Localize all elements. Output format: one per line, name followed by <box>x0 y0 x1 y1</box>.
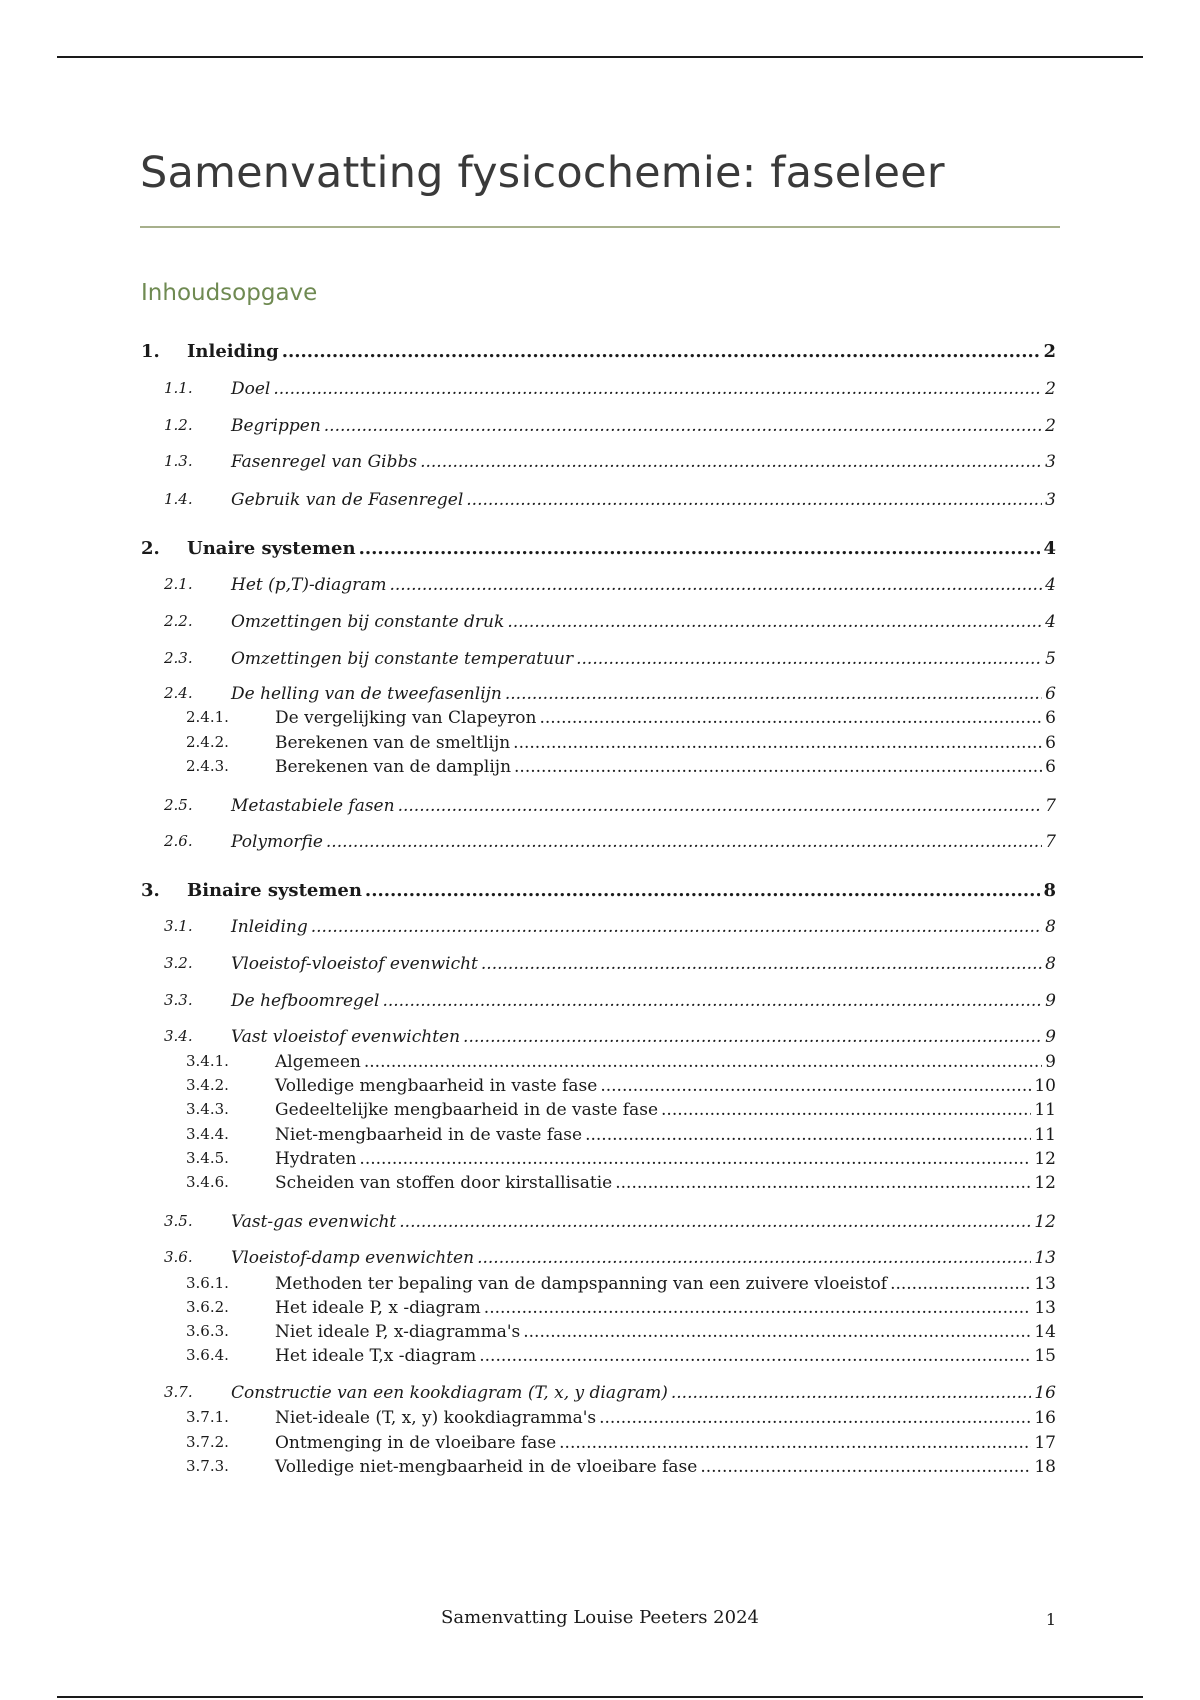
toc-entry-3-4-6[interactable] <box>186 1173 1056 1193</box>
top-rule <box>57 56 1143 58</box>
toc-entry-3-7-1[interactable] <box>186 1408 1056 1428</box>
toc-entry-3-7[interactable] <box>164 1383 1056 1403</box>
toc-title: Gedeeltelijke mengbaarheid in de vaste fase <box>275 1100 659 1120</box>
toc-page: 7 <box>1045 796 1056 816</box>
toc-page: 12 <box>1034 1149 1056 1169</box>
toc-number: 2.3. <box>164 649 193 667</box>
toc-entry-3-1[interactable] <box>164 917 1056 937</box>
toc-leader <box>661 1100 1031 1120</box>
toc-number: 3.6.2. <box>186 1298 229 1316</box>
toc-number: 1.4. <box>164 490 193 508</box>
toc-entry-2[interactable] <box>141 538 1056 559</box>
toc-leader <box>700 1457 1031 1477</box>
toc-title: Metastabiele fasen <box>231 796 395 816</box>
toc-page: 9 <box>1045 1052 1056 1072</box>
toc-leader <box>576 649 1042 669</box>
toc-page: 4 <box>1043 538 1056 559</box>
toc-page: 16 <box>1034 1383 1056 1403</box>
toc-leader <box>359 1149 1031 1169</box>
toc-title: De hefboomregel <box>231 991 380 1011</box>
toc-title: Polymorfie <box>231 832 323 852</box>
toc-title: Inleiding <box>231 917 308 937</box>
toc-title: Vast-gas evenwicht <box>231 1212 397 1232</box>
toc-page: 12 <box>1034 1173 1056 1193</box>
toc-entry-3-7-2[interactable] <box>186 1433 1056 1453</box>
toc-number: 3.7.3. <box>186 1457 229 1475</box>
toc-entry-1-4[interactable] <box>164 490 1056 510</box>
toc-title: Vast vloeistof evenwichten <box>231 1027 461 1047</box>
toc-entry-3-6-1[interactable] <box>186 1274 1056 1294</box>
toc-entry-3-4-4[interactable] <box>186 1125 1056 1145</box>
toc-number: 3.7.1. <box>186 1408 229 1426</box>
toc-title: Gebruik van de Fasenregel <box>231 490 464 510</box>
toc-title: Begrippen <box>231 416 321 436</box>
toc-leader <box>463 1027 1042 1047</box>
toc-page: 15 <box>1034 1346 1056 1366</box>
toc-number: 3.3. <box>164 991 193 1009</box>
toc-title: Het ideale T,x -diagram <box>275 1346 477 1366</box>
toc-page: 9 <box>1045 1027 1056 1047</box>
toc-entry-3-7-3[interactable] <box>186 1457 1056 1477</box>
toc-entry-1[interactable] <box>141 341 1056 362</box>
toc-number: 1.3. <box>164 452 193 470</box>
toc-title: Het (p,T)-diagram <box>231 575 387 595</box>
toc-page: 3 <box>1045 490 1056 510</box>
toc-entry-3-6[interactable] <box>164 1248 1056 1268</box>
toc-leader <box>507 612 1042 632</box>
toc-leader <box>273 379 1042 399</box>
toc-title: Doel <box>231 379 271 399</box>
toc-number: 1.2. <box>164 416 193 434</box>
toc-number: 2.6. <box>164 832 193 850</box>
toc-number: 3.4.5. <box>186 1149 229 1167</box>
toc-title: Het ideale P, x -diagram <box>275 1298 481 1318</box>
toc-page: 6 <box>1045 757 1056 777</box>
toc-title: Omzettingen bij constante temperatuur <box>231 649 574 669</box>
toc-leader <box>466 490 1042 510</box>
toc-leader <box>513 733 1042 753</box>
toc-entry-3-6-2[interactable] <box>186 1298 1056 1318</box>
toc-title: De helling van de tweefasenlijn <box>231 684 502 704</box>
page-number: 1 <box>1045 1610 1056 1629</box>
toc-entry-3-4[interactable] <box>164 1027 1056 1047</box>
toc-title: Omzettingen bij constante druk <box>231 612 505 632</box>
toc-page: 8 <box>1043 880 1056 901</box>
toc-page: 2 <box>1045 416 1056 436</box>
toc-leader <box>599 1408 1031 1428</box>
toc-leader <box>479 1346 1031 1366</box>
toc-number: 3.4.3. <box>186 1100 229 1118</box>
toc-entry-3-4-2[interactable] <box>186 1076 1056 1096</box>
toc-leader <box>326 832 1042 852</box>
toc-entry-1-3[interactable] <box>164 452 1056 472</box>
toc-heading: Inhoudsopgave <box>141 280 318 306</box>
toc-title: Niet-ideale (T, x, y) kookdiagramma's <box>275 1408 597 1428</box>
toc-entry-2-4-2[interactable] <box>186 733 1056 753</box>
toc-number: 3.7.2. <box>186 1433 229 1451</box>
toc-page: 12 <box>1034 1212 1056 1232</box>
toc-number: 3.7. <box>164 1383 193 1401</box>
toc-entry-3-2[interactable] <box>164 954 1056 974</box>
toc-number: 2.4.1. <box>186 708 229 726</box>
toc-leader <box>585 1125 1031 1145</box>
toc-number: 3.6.3. <box>186 1322 229 1340</box>
toc-number: 3. <box>141 880 160 901</box>
toc-title: Scheiden van stoffen door kirstallisatie <box>275 1173 613 1193</box>
toc-entry-1-1[interactable] <box>164 379 1056 399</box>
toc-page: 14 <box>1034 1322 1056 1342</box>
toc-title: Volledige mengbaarheid in vaste fase <box>275 1076 598 1096</box>
toc-entry-2-4-3[interactable] <box>186 757 1056 777</box>
toc-page: 16 <box>1034 1408 1056 1428</box>
toc-page: 6 <box>1045 733 1056 753</box>
toc-page: 9 <box>1045 991 1056 1011</box>
toc-title: Algemeen <box>275 1052 361 1072</box>
toc-page: 11 <box>1034 1125 1056 1145</box>
toc-page: 6 <box>1045 708 1056 728</box>
toc-number: 2. <box>141 538 160 559</box>
toc-number: 3.4.2. <box>186 1076 229 1094</box>
toc-leader <box>311 917 1042 937</box>
toc-entry-1-2[interactable] <box>164 416 1056 436</box>
toc-page: 17 <box>1034 1433 1056 1453</box>
toc-leader <box>365 880 1041 901</box>
toc-entry-3-4-3[interactable] <box>186 1100 1056 1120</box>
toc-leader <box>364 1052 1042 1072</box>
toc-number: 3.4.4. <box>186 1125 229 1143</box>
toc-number: 3.4.1. <box>186 1052 229 1070</box>
toc-page: 2 <box>1043 341 1056 362</box>
toc-page: 4 <box>1045 575 1056 595</box>
toc-page: 8 <box>1045 954 1056 974</box>
toc-number: 3.4.6. <box>186 1173 229 1191</box>
toc-title: Inleiding <box>187 341 279 362</box>
toc-entry-3-5[interactable] <box>164 1212 1056 1232</box>
toc-number: 2.1. <box>164 575 193 593</box>
toc-leader <box>324 416 1042 436</box>
toc-title: Hydraten <box>275 1149 357 1169</box>
toc-leader <box>477 1248 1031 1268</box>
toc-page: 11 <box>1034 1100 1056 1120</box>
toc-title: Niet-mengbaarheid in de vaste fase <box>275 1125 583 1145</box>
toc-entry-3[interactable] <box>141 880 1056 901</box>
toc-entry-3-6-4[interactable] <box>186 1346 1056 1366</box>
toc-leader <box>420 452 1042 472</box>
toc-leader <box>382 991 1042 1011</box>
page-footer: Samenvatting Louise Peeters 2024 <box>441 1607 759 1628</box>
toc-title: Unaire systemen <box>187 538 356 559</box>
toc-number: 1.1. <box>164 379 193 397</box>
toc-title: Ontmenging in de vloeibare fase <box>275 1433 557 1453</box>
toc-entry-3-4-1[interactable] <box>186 1052 1056 1072</box>
toc-number: 3.2. <box>164 954 193 972</box>
toc-page: 5 <box>1045 649 1056 669</box>
toc-number: 2.4.2. <box>186 733 229 751</box>
document-title: Samenvatting fysicochemie: faseleer <box>140 148 945 198</box>
toc-entry-3-6-3[interactable] <box>186 1322 1056 1342</box>
toc-leader <box>523 1322 1031 1342</box>
toc-leader <box>398 796 1043 816</box>
toc-title: Niet ideale P, x-diagramma's <box>275 1322 521 1342</box>
toc-page: 18 <box>1034 1457 1056 1477</box>
toc-entry-3-4-5[interactable] <box>186 1149 1056 1169</box>
toc-leader <box>559 1433 1031 1453</box>
toc-number: 3.6. <box>164 1248 193 1266</box>
toc-number: 3.5. <box>164 1212 193 1230</box>
toc-number: 3.6.1. <box>186 1274 229 1292</box>
toc-entry-3-3[interactable] <box>164 991 1056 1011</box>
toc-page: 13 <box>1034 1248 1056 1268</box>
toc-number: 1. <box>141 341 160 362</box>
toc-page: 6 <box>1045 684 1056 704</box>
toc-leader <box>514 757 1042 777</box>
toc-leader <box>359 538 1041 559</box>
toc-entry-2-5[interactable] <box>164 796 1056 816</box>
toc-number: 2.2. <box>164 612 193 630</box>
toc-number: 2.5. <box>164 796 193 814</box>
toc-leader <box>481 954 1042 974</box>
toc-number: 3.4. <box>164 1027 193 1045</box>
toc-title: Vloeistof-damp evenwichten <box>231 1248 475 1268</box>
toc-page: 2 <box>1045 379 1056 399</box>
toc-number: 3.1. <box>164 917 193 935</box>
toc-leader <box>890 1274 1031 1294</box>
toc-title: Vloeistof-vloeistof evenwicht <box>231 954 478 974</box>
toc-page: 13 <box>1034 1274 1056 1294</box>
toc-title: Berekenen van de damplijn <box>275 757 512 777</box>
toc-page: 10 <box>1034 1076 1056 1096</box>
toc-leader <box>484 1298 1032 1318</box>
toc-entry-2-1[interactable] <box>164 575 1056 595</box>
toc-leader <box>671 1383 1031 1403</box>
bottom-rule <box>57 1696 1143 1698</box>
toc-title: De vergelijking van Clapeyron <box>275 708 537 728</box>
toc-leader <box>399 1212 1031 1232</box>
toc-page: 4 <box>1045 612 1056 632</box>
toc-entry-2-4-1[interactable] <box>186 708 1056 728</box>
toc-page: 3 <box>1045 452 1056 472</box>
toc-entry-2-2[interactable] <box>164 612 1056 632</box>
toc-title: Berekenen van de smeltlijn <box>275 733 511 753</box>
toc-leader <box>389 575 1042 595</box>
toc-leader <box>615 1173 1031 1193</box>
toc-title: Volledige niet-mengbaarheid in de vloeibare fase <box>275 1457 698 1477</box>
toc-title: Methoden ter bepaling van de dampspanning van een zuivere vloeistof <box>275 1274 888 1294</box>
toc-page: 13 <box>1034 1298 1056 1318</box>
toc-leader <box>282 341 1041 362</box>
title-underline <box>140 226 1060 228</box>
toc-page: 8 <box>1045 917 1056 937</box>
toc-page: 7 <box>1045 832 1056 852</box>
toc-number: 2.4.3. <box>186 757 229 775</box>
toc-title: Constructie van een kookdiagram (T, x, y diagram) <box>231 1383 668 1403</box>
toc-title: Binaire systemen <box>187 880 362 901</box>
toc-number: 2.4. <box>164 684 193 702</box>
toc-entry-2-6[interactable] <box>164 832 1056 852</box>
toc-number: 3.6.4. <box>186 1346 229 1364</box>
toc-entry-2-3[interactable] <box>164 649 1056 669</box>
toc-leader <box>539 708 1042 728</box>
toc-leader <box>600 1076 1031 1096</box>
toc-leader <box>505 684 1042 704</box>
toc-entry-2-4[interactable] <box>164 684 1056 704</box>
toc-title: Fasenregel van Gibbs <box>231 452 418 472</box>
